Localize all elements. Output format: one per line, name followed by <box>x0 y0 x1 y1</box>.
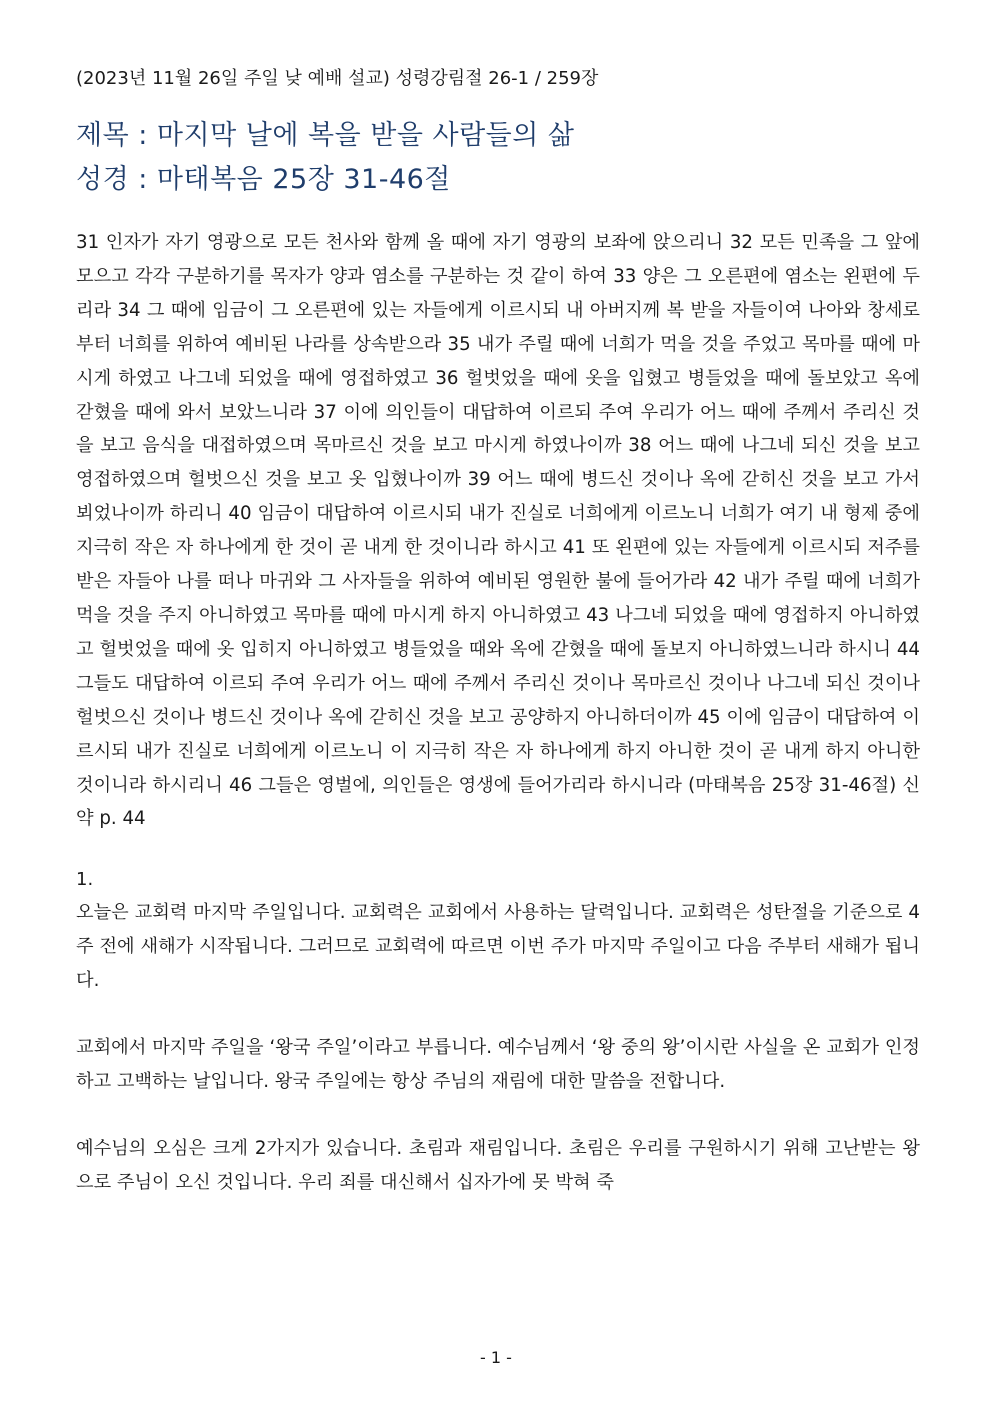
title-block <box>76 114 920 202</box>
paragraph: 교회에서 마지막 주일을 ‘왕국 주일’이라고 부릅니다. 예수님께서 ‘왕 중의 왕’이시란 사실을 온 교회가 인정하고 고백하는 날입니다. 왕국 주일에는 항상 주님의 재림에 대한 말씀을 전합니다. <box>76 1037 920 1092</box>
document-page <box>76 64 920 1200</box>
sermon-title: 제목 : 마지막 날에 복을 받을 사람들의 삶 <box>76 120 575 151</box>
section-number: 1. <box>76 869 94 891</box>
sermon-header: (2023년 11월 26일 주일 낮 예배 설교) 성령강림절 26-1 / 259장 <box>76 68 599 89</box>
page-number: - 1 - <box>480 1348 512 1367</box>
scripture-reference: 성경 : 마태복음 25장 31-46절 <box>76 164 451 195</box>
scripture-text: 31 인자가 자기 영광으로 모든 천사와 함께 올 때에 자기 영광의 보좌에 앉으리니 32 모든 민족을 그 앞에 모으고 각각 구분하기를 목자가 양과 염소를 구분하는 것 같이 하여 33 양은 그 오른편에 염소는 왼편에 두리라 34 그 때에 임금이 그 오른편에 있는 자들에게 이르시되 내 아버지께 복 받을 자들이여 나아와 창세로부터 너희를 위하여 예비된 나라를 상속받으라 35 내가 주릴 때에 너희가 먹을 것을 주었고 목마를 때에 마시게 하였고 나그네 되었을 때에 영접하였고 36 헐벗었을 때에 옷을 입혔고 병들었을 때에 돌보았고 옥에 갇혔을 때에 와서 보았느니라 37 이에 의인들이 대답하여 이르되 주여 우리가 어느 때에 주께서 주리신 것을 보고 음식을 대접하였으며 목마르신 것을 보고 마시게 하였나이까 38 어느 때에 나그네 되신 것을 보고 영접하였으며 헐벗으신 것을 보고 옷 입혔나이까 39 어느 때에 병드신 것이나 옥에 갇히신 것을 보고 가서 뵈었나이까 하리니 40 임금이 대답하여 이르시되 내가 진실로 너희에게 이르노니 너희가 여기 내 형제 중에 지극히 작은 자 하나에게 한 것이 곧 내게 한 것이니라 하시고 41 또 왼편에 있는 자들에게 이르시되 저주를 받은 자들아 나를 떠나 마귀와 그 사자들을 위하여 예비된 영원한 불에 들어가라 42 내가 주릴 때에 너희가 먹을 것을 주지 아니하였고 목마를 때에 마시게 하지 아니하였고 43 나그네 되었을 때에 영접하지 아니하였고 헐벗었을 때에 옷 입히지 아니하였고 병들었을 때와 옥에 갇혔을 때에 돌보지 아니하였느니라 하시니 44 그들도 대답하여 이르되 주여 우리가 어느 때에 주께서 주리신 것이나 목마르신 것이나 나그네 되신 것이나 헐벗으신 것이나 병드신 것이나 옥에 갇히신 것을 보고 공양하지 아니하더이까 45 이에 임금이 대답하여 이르시되 내가 진실로 너희에게 이르노니 이 지극히 작은 자 하나에게 하지 아니한 것이 곧 내게 하지 아니한 것이니라 하시리니 46 그들은 영벌에, 의인들은 영생에 들어가리라 하시니라 (마태복음 25장 31-46절) 신약 p. 44 <box>76 232 920 830</box>
paragraph: 오늘은 교회력 마지막 주일입니다. 교회력은 교회에서 사용하는 달력입니다. 교회력은 성탄절을 기준으로 4주 전에 새해가 시작됩니다. 그러므로 교회력에 따르면 이번 주가 마지막 주일이고 다음 주부터 새해가 됩니다. <box>76 902 920 992</box>
section-body <box>76 896 920 1199</box>
paragraph: 예수님의 오심은 크게 2가지가 있습니다. 초림과 재림입니다. 초림은 우리를 구원하시기 위해 고난받는 왕으로 주님이 오신 것입니다. 우리 죄를 대신해서 십자가에 못 박혀 죽 <box>76 1137 920 1193</box>
